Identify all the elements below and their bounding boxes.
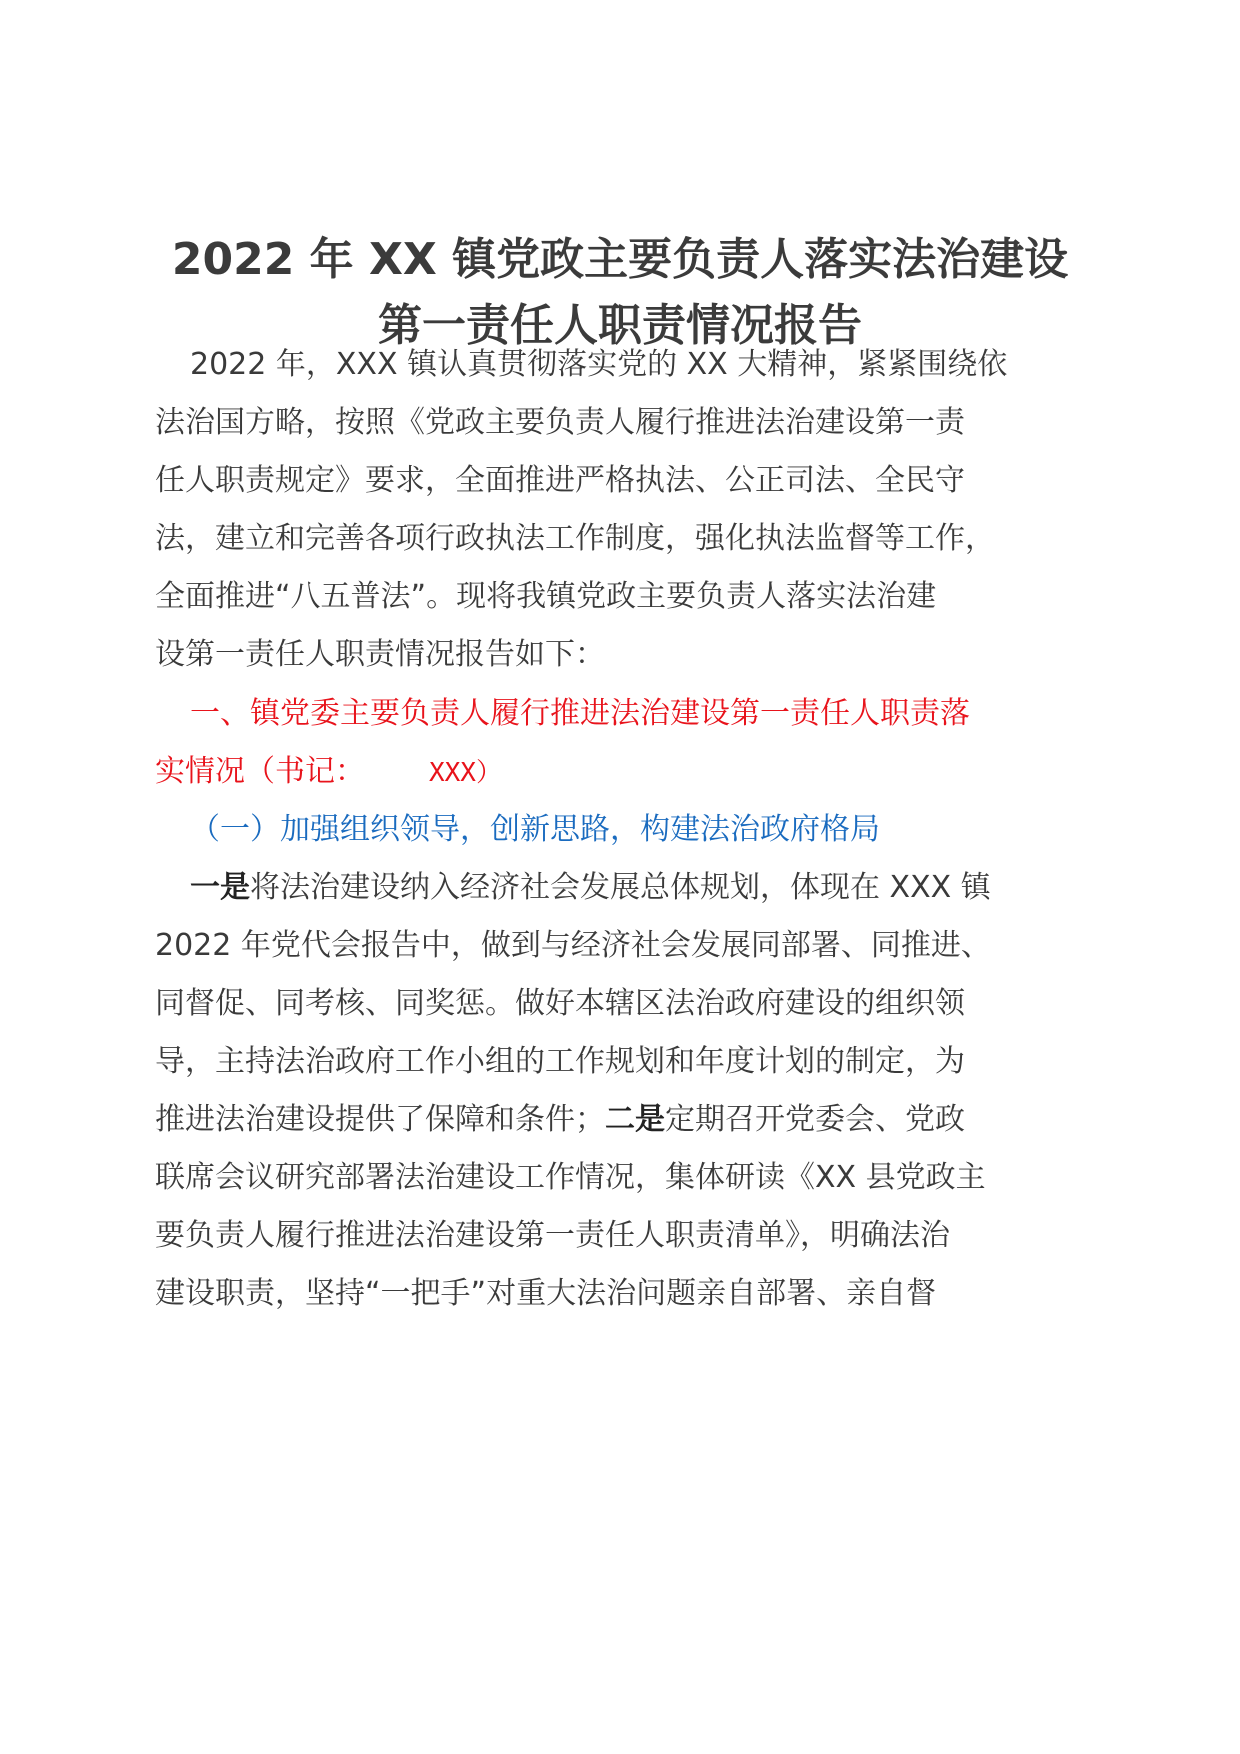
intro-line: 全面推进“八五普法”。现将我镇党政主要负责人落实法治建: [155, 579, 937, 614]
section-1-heading: 一、镇党委主要负责人履行推进法治建设第一责任人职责落: [190, 696, 970, 731]
point-two-label: 二是: [605, 1102, 665, 1137]
intro-line: 2022 年，XXX 镇认真贯彻落实党的 XX 大精神，紧紧围绕依: [190, 347, 1008, 382]
section-1-heading-continued: [155, 752, 1085, 793]
body-line: [190, 868, 1085, 908]
body-line: 同督促、同考核、同奖惩。做好本辖区法治政府建设的组织领: [155, 986, 965, 1021]
body-line: 要负责人履行推进法治建设第一责任人职责清单》，明确法治: [155, 1218, 950, 1253]
document-title-line-1: 2022 年 XX 镇党政主要负责人落实法治建设: [171, 234, 1069, 285]
document-title-line-2: 第一责任人职责情况报告: [378, 300, 862, 351]
body-text: 将法治建设纳入经济社会发展总体规划，体现在 XXX 镇: [250, 870, 991, 905]
body-line: 2022 年党代会报告中，做到与经济社会发展同部署、同推进、: [155, 928, 991, 963]
body-text: 推进法治建设提供了保障和条件；: [155, 1102, 605, 1137]
body-text: 定期召开党委会、党政: [665, 1102, 965, 1137]
intro-line: 设第一责任人职责情况报告如下：: [155, 637, 605, 672]
body-line: 建设职责，坚持“一把手”对重大法治问题亲自部署、亲自督: [155, 1276, 937, 1311]
subsection-1-heading: （一）加强组织领导，创新思路，构建法治政府格局: [190, 812, 880, 847]
intro-line: 任人职责规定》要求，全面推进严格执法、公正司法、全民守: [155, 463, 965, 498]
intro-line: 法治国方略，按照《党政主要负责人履行推进法治建设第一责: [155, 405, 965, 440]
section-1-heading-text: 实情况（书记：: [155, 754, 365, 789]
body-line: 联席会议研究部署法治建设工作情况，集体研读《XX 县党政主: [155, 1160, 986, 1195]
body-line: 导，主持法治政府工作小组的工作规划和年度计划的制定，为: [155, 1044, 965, 1079]
body-line: [155, 1100, 1085, 1140]
point-one-label: 一是: [190, 870, 250, 905]
secretary-name: XXX）: [429, 758, 502, 788]
intro-line: 法，建立和完善各项行政执法工作制度，强化执法监督等工作，: [155, 521, 995, 556]
